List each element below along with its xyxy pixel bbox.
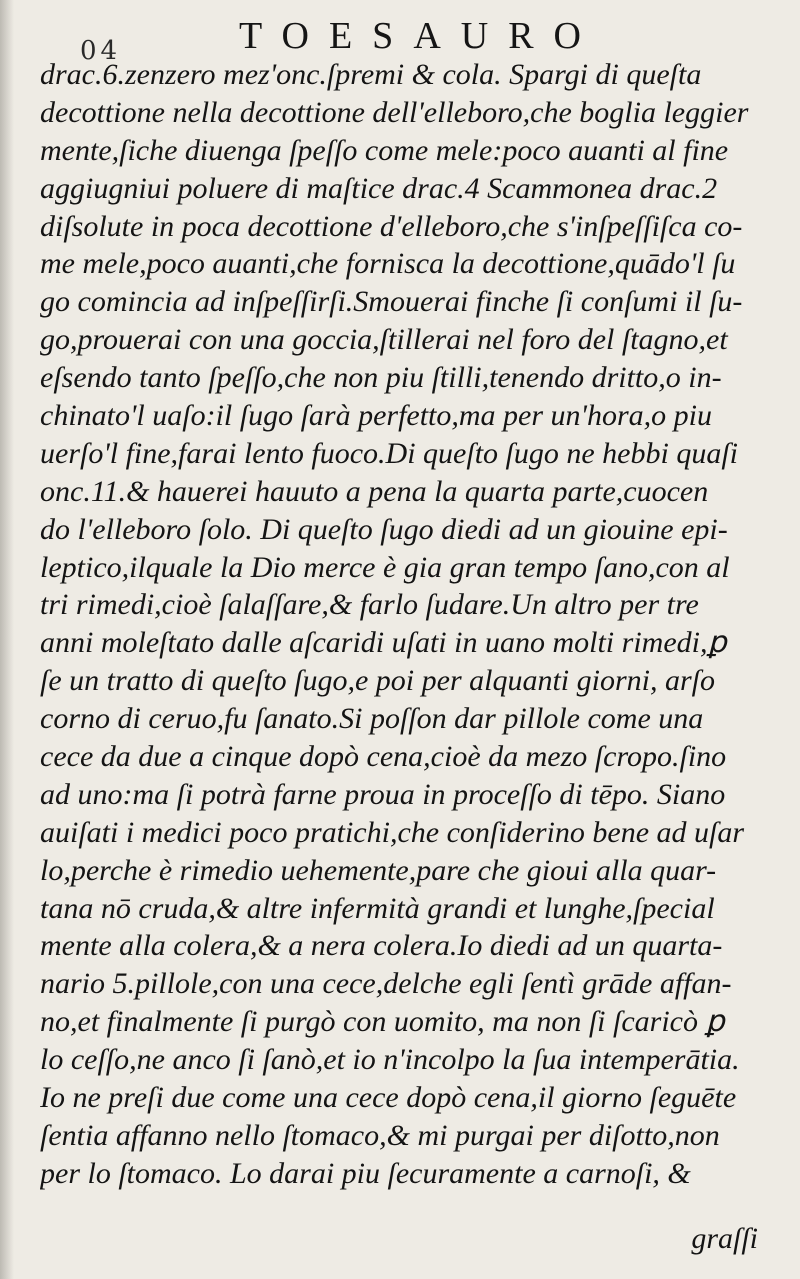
folio-number: 04 (80, 36, 122, 66)
text-line: tri rimedi,cioè ſalaſſare,& farlo ſudare.Un altro per tre (40, 588, 699, 622)
text-line: per lo ſtomaco. Lo darai piu ſecuramente a carnoſi, & (40, 1156, 691, 1190)
text-line: nario 5.pillole,con una cece,delche egli ſentì grāde affan- (40, 967, 732, 1001)
text-line: me mele,poco auanti,che fornisca la decottione,quādo'l ſu (40, 247, 736, 281)
text-line: tana nō cruda,& altre infermità grandi et lunghe,ſpecial (40, 891, 715, 925)
text-line: diſsolute in poca decottione d'elleboro,che s'inſpeſſiſca co- (40, 209, 743, 243)
page-header (0, 14, 800, 66)
text-line: go comincia ad inſpeſſirſi.Smouerai finche ſi conſumi il ſu- (40, 285, 743, 319)
page-gutter-shadow (0, 0, 14, 1279)
text-line: chinato'l uaſo:il ſugo ſarà perfetto,ma per un'hora,o piu (40, 399, 712, 433)
text-line: auiſati i medici poco pratichi,che conſiderino bene ad uſar (40, 815, 745, 849)
text-line: no,et finalmente ſi purgò con uomito, ma non ſi ſcaricò ꝑ (40, 1005, 725, 1039)
text-line: onc.11.& hauerei hauuto a pena la quarta parte,cuocen (40, 474, 709, 508)
running-head: TOESAURO (239, 15, 601, 57)
text-line: drac.6.zenzero mez'onc.ſpremi & cola. Spargi di queſta (40, 58, 702, 91)
text-line: ad uno:ma ſi potrà farne proua in proceſſo di tēpo. Siano (40, 777, 726, 811)
text-line: Io ne preſi due come una cece dopò cena,il giorno ſeguēte (40, 1081, 737, 1115)
text-line: leptico,ilquale la Dio merce è gia gran tempo ſano,con al (40, 550, 730, 584)
text-line: do l'elleboro ſolo. Di queſto ſugo diedi ad un giouine epi- (40, 512, 728, 546)
catchword: graſſi (691, 1222, 758, 1255)
text-line: uerſo'l fine,farai lento fuoco.Di queſto ſugo ne hebbi quaſi (40, 436, 738, 470)
text-line: decottione nella decottione dell'elleboro,che boglia leggier (40, 95, 749, 129)
text-line: eſsendo tanto ſpeſſo,che non piu ſtilli,tenendo dritto,o in- (40, 361, 722, 395)
text-line: lo ceſſo,ne anco ſi ſanò,et io n'incolpo la ſua intemperātia. (40, 1043, 740, 1077)
text-line: go,prouerai con una goccia,ſtillerai nel foro del ſtagno,et (40, 323, 728, 357)
text-line: mente alla colera,& a nera colera.Io diedi ad un quarta- (40, 929, 723, 963)
text-line: cece da due a cinque dopò cena,cioè da mezo ſcropo.ſino (40, 740, 727, 774)
text-line: anni moleſtato dalle aſcaridi uſati in uano molti rimedi,ꝑ (40, 626, 727, 660)
body-text (40, 56, 775, 1193)
text-line: ſe un tratto di queſto ſugo,e poi per alquanti giorni, arſo (40, 664, 715, 698)
text-line: corno di ceruo,fu ſanato.Si poſſon dar pillole come una (40, 702, 704, 736)
text-line: mente,ſiche diuenga ſpeſſo come mele:poco auanti al fine (40, 133, 729, 167)
text-line: aggiugniui poluere di maſtice drac.4 Scammonea drac.2 (40, 171, 718, 205)
text-line: ſentia affanno nello ſtomaco,& mi purgai per diſotto,non (40, 1118, 720, 1152)
text-line: lo,perche è rimedio uehemente,pare che gioui alla quar- (40, 853, 717, 887)
